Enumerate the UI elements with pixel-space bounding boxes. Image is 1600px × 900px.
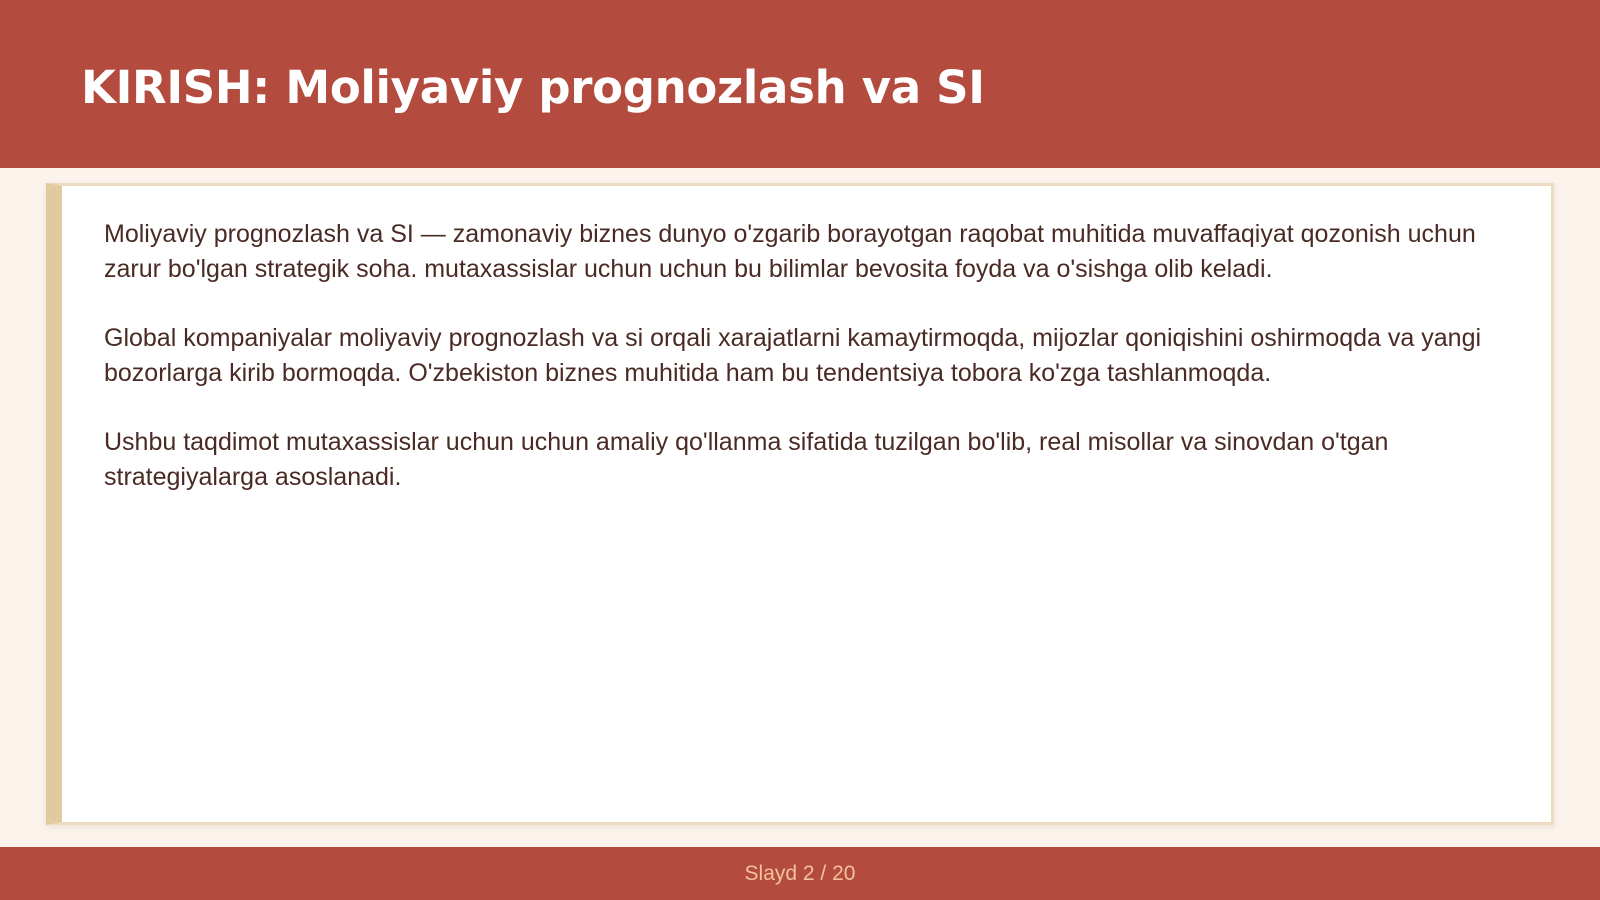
content-body xyxy=(104,217,1514,529)
slide-title: KIRISH: Moliyaviy prognozlash va SI xyxy=(81,61,985,114)
content-card xyxy=(46,183,1554,825)
paragraph-1: Moliyaviy prognozlash va SI — zamonaviy biznes dunyo o'zgarib borayotgan raqobat muhitida muvaffaqiyat qozonish uchun zarur bo'lgan strategik soha. mutaxassislar uchun uchun bu bilimlar bevosita foyda va o'sishga olib keladi. xyxy=(104,220,1476,283)
paragraph-2: Global kompaniyalar moliyaviy prognozlash va si orqali xarajatlarni kamaytirmoqda, mijozlar qoniqishini oshirmoqda va yangi bozorlarga kirib bormoqda. O'zbekiston biznes muhitida ham bu tendentsiya tobora ko'zga tashlanmoqda. xyxy=(104,324,1482,387)
slide-number: Slayd 2 / 20 xyxy=(744,862,856,885)
slide-footer xyxy=(0,847,1600,900)
paragraph-3: Ushbu taqdimot mutaxassislar uchun uchun amaliy qo'llanma sifatida tuzilgan bo'lib, real misollar va sinovdan o'tgan strategiyalarga asoslanadi. xyxy=(104,428,1389,491)
slide-header xyxy=(0,0,1600,168)
